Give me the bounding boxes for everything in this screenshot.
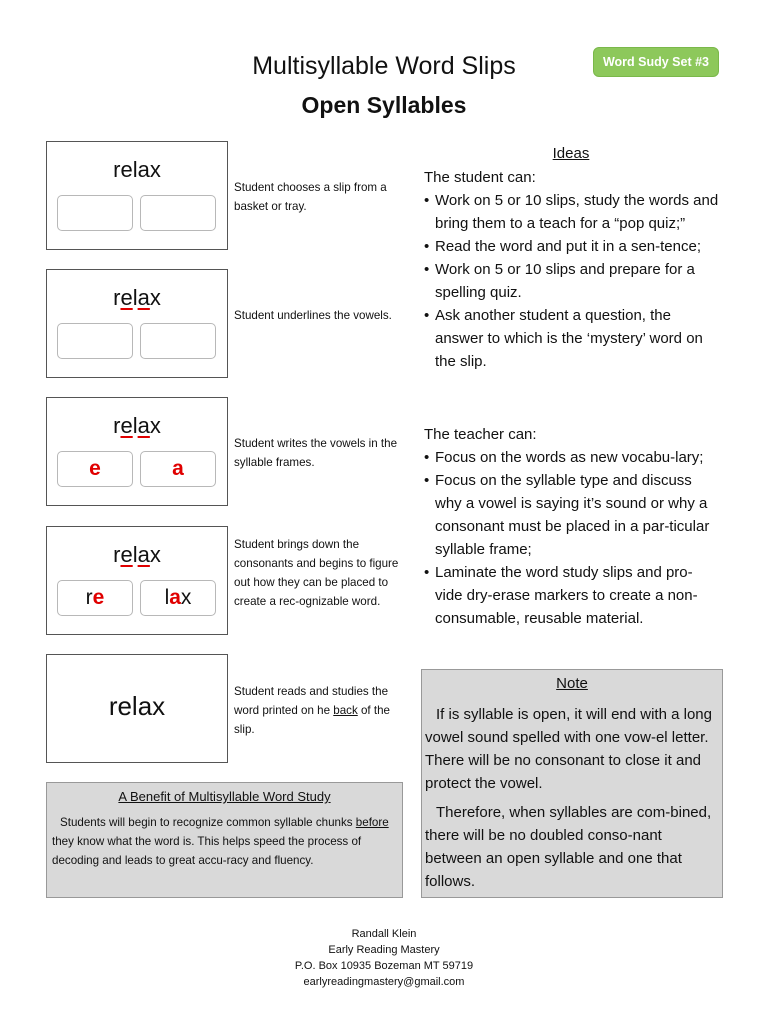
set-badge: Word Sudy Set #3: [593, 47, 719, 77]
word-slip-1: [46, 141, 228, 250]
back-emphasis: back: [333, 704, 358, 717]
syllable-frame-1: [57, 195, 133, 231]
note-paragraph-1: If is syllable is open, it will end with a long vowel sound spelled with one vow-el letter. There will be no consonant to close it and protect the vowel.: [425, 706, 712, 792]
syllable-frame-2: lax: [140, 580, 216, 616]
note-heading: Note: [556, 675, 588, 692]
syllable-frame-2: a: [140, 451, 216, 487]
slip-word: relax: [113, 157, 161, 182]
footer: [0, 926, 768, 990]
list-item: • Work on 5 or 10 slips and prepare for a spelling quiz.: [424, 258, 720, 304]
step-4-description: Student brings down the consonants and begins to figure out how they can be placed to create a rec-ognizable word.: [234, 538, 399, 608]
step-1-description: Student chooses a slip from a basket or tray.: [234, 181, 387, 213]
word-slip-2: [46, 269, 228, 378]
list-item: • Ask another student a question, the answer to which is the ‘mystery’ word on the slip.: [424, 304, 720, 373]
slip-word: relax: [113, 285, 161, 310]
benefit-heading: A Benefit of Multisyllable Word Study: [118, 789, 331, 804]
author-name: Randall Klein: [351, 928, 417, 940]
slip-word: relax: [113, 542, 161, 567]
benefit-text: Students will begin to recognize common syllable chunks before they know what the word is. This helps speed the process of decoding and leads to great accu-racy and fluency.: [52, 816, 389, 867]
syllable-frame-1: [57, 323, 133, 359]
benefit-box: [46, 782, 403, 898]
word-slip-3: [46, 397, 228, 506]
list-item: • Laminate the word study slips and pro-vide dry-erase markers to create a non-consumable, reusable material.: [424, 561, 720, 630]
syllable-frame-1: re: [57, 580, 133, 616]
list-item: • Focus on the words as new vocabu-lary;: [424, 446, 720, 469]
syllable-frame-1: e: [57, 451, 133, 487]
page-title: Multisyllable Word Slips: [252, 52, 516, 80]
slip-word: relax: [113, 413, 161, 438]
step-3-description: Student writes the vowels in the syllable frames.: [234, 437, 398, 469]
note-paragraph-2: Therefore, when syllables are com-bined, there will be no doubled conso-nant between an open syllable and one that follows.: [425, 804, 712, 890]
word-slip-5: [46, 654, 228, 763]
student-lead: The student can:: [424, 169, 536, 186]
address: P.O. Box 10935 Bozeman MT 59719: [294, 960, 474, 972]
teacher-lead: The teacher can:: [424, 426, 537, 443]
student-ideas: [424, 166, 720, 373]
step-2-description: Student underlines the vowels.: [234, 309, 392, 322]
syllable-frame-2: [140, 323, 216, 359]
list-item: • Read the word and put it in a sen-tence;: [424, 235, 720, 258]
syllable-frame-2: [140, 195, 216, 231]
before-emphasis: before: [355, 816, 389, 829]
word-slip-4: [46, 526, 228, 635]
organization: Early Reading Mastery: [328, 944, 440, 956]
note-box: [421, 669, 723, 898]
list-item: • Work on 5 or 10 slips, study the words and bring them to a teach for a “pop quiz;”: [424, 189, 720, 235]
step-5-description: Student reads and studies the word printed on he back of the slip.: [234, 685, 390, 736]
teacher-ideas: [424, 423, 720, 630]
list-item: • Focus on the syllable type and discuss why a vowel is saying it’s sound or why a consonant must be placed in a par-ticular syllable frame;: [424, 469, 720, 561]
slip-word: relax: [108, 691, 166, 721]
ideas-heading: Ideas: [552, 145, 590, 162]
page-subtitle: Open Syllables: [301, 92, 467, 118]
email: earlyreadingmastery@gmail.com: [303, 976, 465, 988]
